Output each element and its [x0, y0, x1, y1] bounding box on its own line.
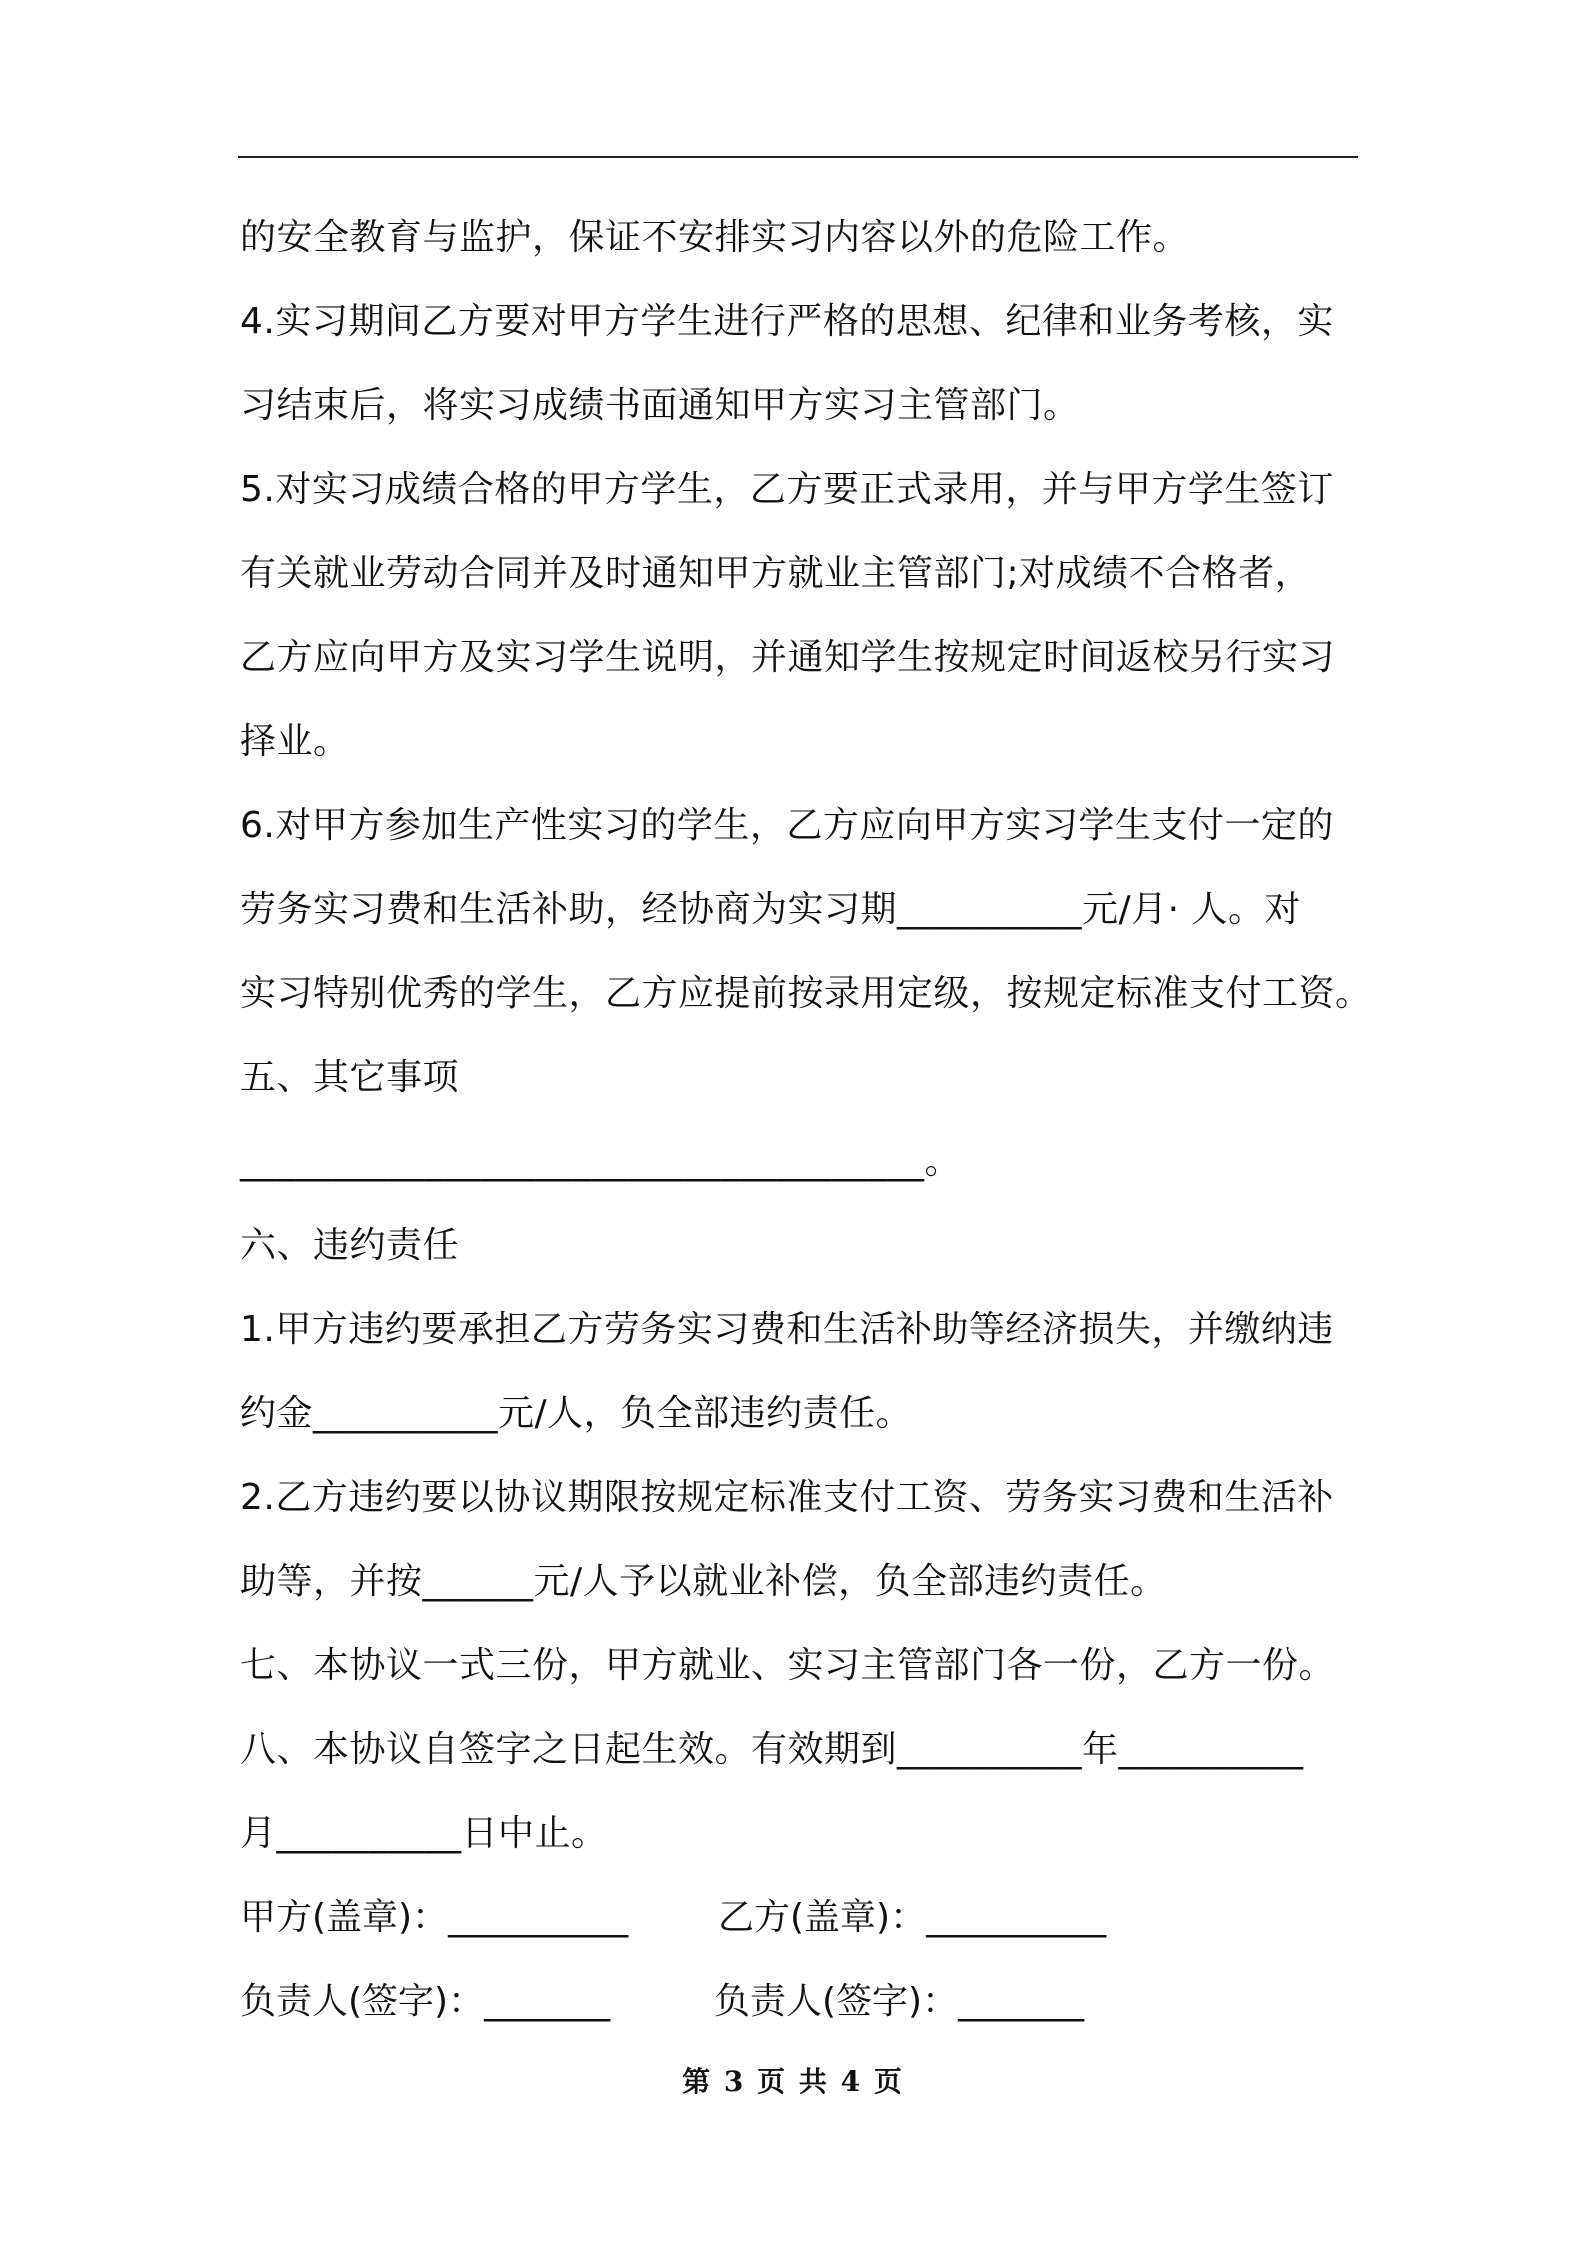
party-a-signer-field: 负责人(签字)：_______: [240, 1981, 611, 2022]
text-line: 八、本协议自签字之日起生效。有效期到__________年__________: [240, 1729, 1304, 1770]
page-number-footer: 第 3 页 共 4 页: [682, 2065, 904, 2098]
text-line: 月__________日中止。: [240, 1813, 608, 1854]
document-body: [240, 196, 1372, 2044]
text-line: 乙方应向甲方及实习学生说明，并通知学生按规定时间返校另行实习: [240, 637, 1336, 678]
text-line: 约金__________元/人，负全部违约责任。: [240, 1393, 913, 1434]
party-b-signer-field: 负责人(签字)：_______: [714, 1981, 1085, 2022]
text-line: 择业。: [240, 721, 350, 762]
text-line: 实习特别优秀的学生，乙方应提前按录用定级，按规定标准支付工资。: [240, 973, 1372, 1014]
text-line: 有关就业劳动合同并及时通知甲方就业主管部门;对成绩不合格者，: [240, 553, 1312, 594]
text-line: 1.甲方违约要承担乙方劳务实习费和生活补助等经济损失，并缴纳违: [240, 1309, 1334, 1350]
text-line: 习结束后，将实习成绩书面通知甲方实习主管部门。: [240, 385, 1080, 426]
text-line: 七、本协议一式三份，甲方就业、实习主管部门各一份，乙方一份。: [240, 1645, 1336, 1686]
party-b-seal-field: 乙方(盖章)：__________: [718, 1897, 1107, 1938]
seal-row: [240, 1876, 1360, 1960]
party-a-seal-field: 甲方(盖章)：__________: [240, 1897, 629, 1938]
signer-row: [240, 1960, 1360, 2044]
text-line: 5.对实习成绩合格的甲方学生，乙方要正式录用，并与甲方学生签订: [240, 469, 1334, 510]
section-heading: 六、违约责任: [240, 1225, 460, 1266]
header-rule: [238, 156, 1358, 158]
text-line: 劳务实习费和生活补助，经协商为实习期__________元/月· 人。对: [240, 889, 1302, 930]
blank-line: _____________________________________。: [240, 1141, 961, 1182]
text-line: 4.实习期间乙方要对甲方学生进行严格的思想、纪律和业务考核，实: [240, 301, 1334, 342]
text-line: 助等，并按______元/人予以就业补偿，负全部违约责任。: [240, 1561, 1167, 1602]
text-line: 6.对甲方参加生产性实习的学生，乙方应向甲方实习学生支付一定的: [240, 805, 1334, 846]
text-line: 的安全教育与监护，保证不安排实习内容以外的危险工作。: [240, 217, 1190, 258]
section-heading: 五、其它事项: [240, 1057, 460, 1098]
text-line: 2.乙方违约要以协议期限按规定标准支付工资、劳务实习费和生活补: [240, 1477, 1334, 1518]
